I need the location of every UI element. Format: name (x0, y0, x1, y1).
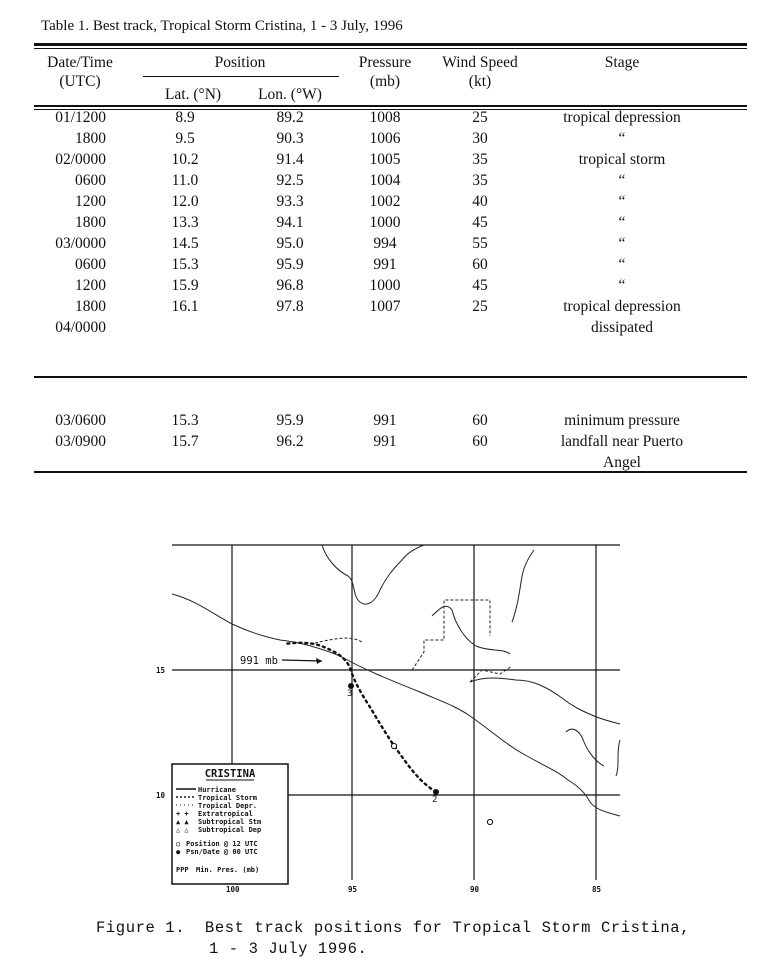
cell-stage: “ (618, 130, 626, 147)
cell-stage: tropical depression (563, 109, 681, 126)
cell-lon: 95.9 (276, 256, 304, 273)
legend-hurricane: Hurricane (198, 786, 236, 794)
cell-wind: 45 (472, 214, 488, 231)
cell-lon: 89.2 (276, 109, 304, 126)
cell-stage: tropical storm (578, 151, 666, 168)
cell-lon: 96.8 (276, 277, 304, 294)
cell-pressure: 1004 (369, 172, 401, 189)
header-lat: Lat. (°N) (164, 86, 222, 103)
header-stage: Stage (604, 54, 640, 71)
cell-lat: 8.9 (175, 109, 195, 126)
cell-time: 02/0000 (55, 151, 106, 168)
header-wind-unit: (kt) (468, 73, 492, 90)
cell-pressure: 1005 (369, 151, 401, 168)
map-legend (172, 764, 288, 884)
cell-wind: 35 (472, 172, 488, 189)
cell-stage: minimum pressure (564, 412, 680, 429)
legend-min-pres: Min. Pres. (mb) (196, 866, 260, 874)
lon-label-100: 100 (226, 885, 240, 894)
cell-lat: 15.3 (171, 256, 199, 273)
cell-time: 04/0000 (55, 319, 106, 336)
cell-stage: dissipated (591, 319, 653, 336)
cell-lon: 95.0 (276, 235, 304, 252)
legend-prefix-subtropical-stm: ▲ ▲ (176, 818, 189, 826)
cell-time: 0600 (75, 172, 106, 189)
legend-prefix-min-pres: PPP (176, 866, 189, 874)
cell-stage: “ (618, 172, 626, 189)
cell-pressure: 991 (373, 412, 397, 429)
cell-stage: landfall near Puerto (560, 433, 684, 450)
legend-subtropical-dep: Subtropical Dep (198, 826, 262, 834)
lat-label-15: 15 (156, 666, 166, 675)
cell-lon: 96.2 (276, 433, 304, 450)
cell-pressure: 1008 (369, 109, 401, 126)
cell-stage-continued: Angel (603, 454, 641, 471)
cell-time: 1800 (75, 130, 106, 147)
cell-lat: 15.7 (171, 433, 199, 450)
cell-pressure: 994 (373, 235, 397, 252)
cell-stage: “ (618, 235, 626, 252)
cell-lat: 15.9 (171, 277, 199, 294)
cell-wind: 55 (472, 235, 488, 252)
cell-time: 1200 (75, 193, 106, 210)
figure-caption (96, 918, 690, 960)
legend-prefix-subtropical-dep: △ △ (176, 826, 189, 834)
header-position: Position (214, 54, 266, 71)
cell-lon: 93.3 (276, 193, 304, 210)
cell-time: 1800 (75, 298, 106, 315)
cell-pressure: 1002 (369, 193, 401, 210)
cell-lat: 11.0 (171, 172, 199, 189)
legend-tropical-storm: Tropical Storm (198, 794, 258, 802)
cell-pressure: 1007 (369, 298, 401, 315)
header-wind: Wind Speed (442, 54, 518, 71)
table-top-rule-thick (34, 43, 747, 46)
cell-time: 03/0000 (55, 235, 106, 252)
legend-psn-date: Psn/Date @ 00 UTC (186, 848, 258, 856)
cell-lon: 90.3 (276, 130, 304, 147)
cell-lon: 92.5 (276, 172, 304, 189)
bottom-rule (34, 471, 747, 473)
cell-wind: 25 (472, 109, 488, 126)
figure-caption-line2: 1 - 3 July 1996. (209, 940, 368, 958)
header-pressure: Pressure (358, 54, 412, 71)
cell-stage: “ (618, 277, 626, 294)
legend-subtropical-stm: Subtropical Stm (198, 818, 262, 826)
cell-time: 1800 (75, 214, 106, 231)
cell-lat: 12.0 (171, 193, 199, 210)
min-pressure-annotation (240, 655, 322, 667)
cell-lon: 97.8 (276, 298, 304, 315)
cell-lat: 15.3 (171, 412, 199, 429)
point-label-3: 3 (347, 689, 353, 699)
cell-pressure: 991 (373, 256, 397, 273)
cell-lat: 16.1 (171, 298, 199, 315)
cell-pressure: 991 (373, 433, 397, 450)
cell-wind: 60 (472, 433, 488, 450)
track-map (0, 530, 763, 920)
cell-time: 0600 (75, 256, 106, 273)
legend-prefix-extratropical: + + (176, 810, 189, 818)
cell-wind: 60 (472, 256, 488, 273)
table-top-rule-thin (34, 48, 747, 49)
cell-stage: “ (618, 214, 626, 231)
svg-text:991 mb: 991 mb (240, 655, 278, 667)
cell-stage: “ (618, 256, 626, 273)
legend-extratropical: Extratropical (198, 810, 253, 818)
position-underline (143, 76, 339, 77)
legend-title: CRISTINA (204, 768, 256, 780)
legend-prefix-position: ○ (176, 840, 181, 848)
cell-pressure: 1000 (369, 214, 401, 231)
cell-lat: 14.5 (171, 235, 199, 252)
figure-caption-line1: Figure 1. Best track positions for Tropical Storm Cristina, (96, 919, 691, 937)
cell-wind: 25 (472, 298, 488, 315)
cell-wind: 30 (472, 130, 488, 147)
cell-lon: 94.1 (276, 214, 304, 231)
lon-label-90: 90 (470, 885, 480, 894)
cell-lon: 91.4 (276, 151, 304, 168)
point-label-2: 2 (432, 795, 438, 805)
cell-stage: tropical depression (563, 298, 681, 315)
header-datetime-unit: (UTC) (59, 73, 101, 90)
table-caption: Table 1. Best track, Tropical Storm Cristina, 1 - 3 July, 1996 (41, 18, 403, 34)
cell-time: 1200 (75, 277, 106, 294)
legend-tropical-depr: Tropical Depr. (198, 802, 258, 810)
cell-lat: 9.5 (175, 130, 195, 147)
cell-wind: 45 (472, 277, 488, 294)
legend-position: Position @ 12 UTC (186, 840, 258, 848)
header-bottom-rule-thick (34, 105, 747, 107)
cell-lat: 10.2 (171, 151, 199, 168)
cell-wind: 60 (472, 412, 488, 429)
cell-stage: “ (618, 193, 626, 210)
legend-prefix-psn-date: ● (176, 848, 181, 856)
lon-label-95: 95 (348, 885, 358, 894)
cell-pressure: 1000 (369, 277, 401, 294)
cell-wind: 35 (472, 151, 488, 168)
lon-label-85: 85 (592, 885, 602, 894)
cell-pressure: 1006 (369, 130, 401, 147)
mid-rule (34, 376, 747, 378)
header-pressure-unit: (mb) (369, 73, 401, 90)
cell-time: 03/0900 (55, 433, 106, 450)
cell-lon: 95.9 (276, 412, 304, 429)
cell-lat: 13.3 (171, 214, 199, 231)
cell-time: 03/0600 (55, 412, 106, 429)
header-lon: Lon. (°W) (258, 86, 322, 103)
cell-time: 01/1200 (55, 109, 106, 126)
lat-label-10: 10 (156, 791, 166, 800)
header-datetime: Date/Time (47, 54, 113, 71)
cell-wind: 40 (472, 193, 488, 210)
